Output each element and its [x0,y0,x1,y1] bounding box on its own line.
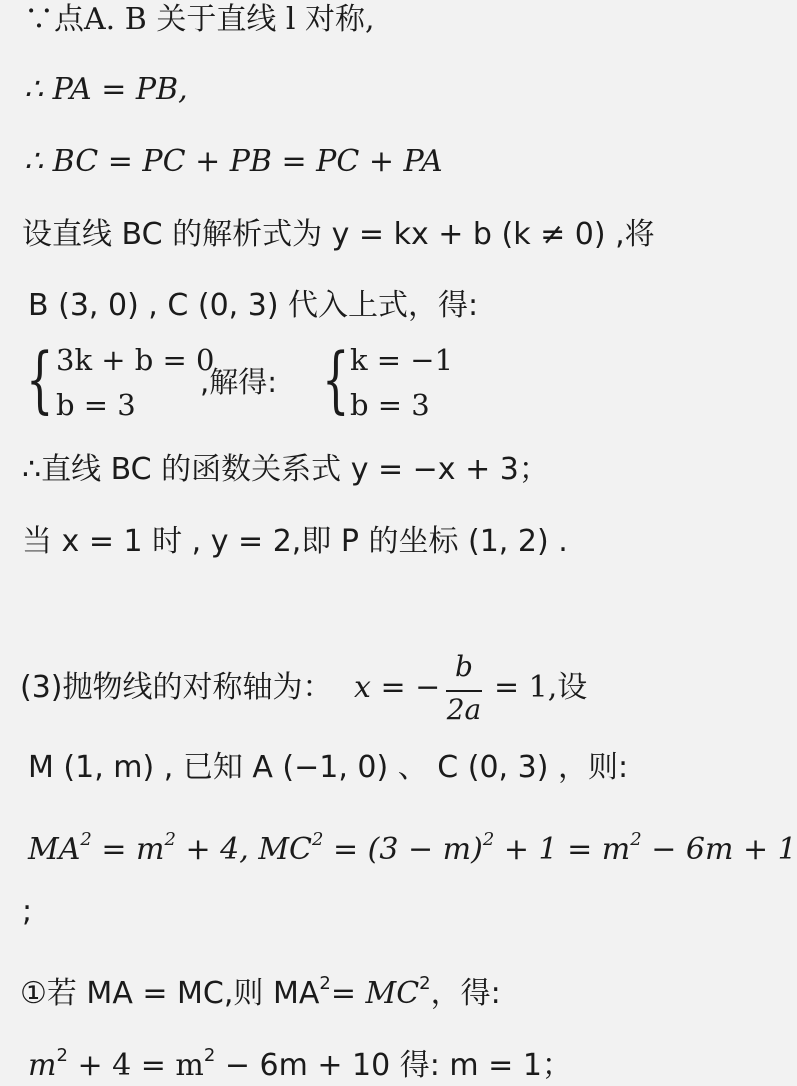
case-1-text-a: ①若 MA = MC,则 MA [20,976,320,1011]
final-line [28,1036,572,1086]
distance-formula [28,820,797,870]
text-line-4: 设直线 BC 的解析式为 y = kx + b (k ≠ 0) ,将 [22,217,655,252]
text-line-m: M (1, m) , 已知 A (−1, 0) 、 C (0, 3) ，则: [28,750,629,785]
case-1-exp-1: 2 [319,973,331,994]
formula-ma: MA [28,832,81,867]
semicolon-line: ; [22,894,33,929]
text-line-2: ∴ PA = PB, [24,72,188,107]
right-brace: { [322,337,350,421]
fraction-bar [446,690,482,692]
system-left-row-1: 3k + b = 0 [56,343,215,377]
text-line-1: ∵点A. B 关于直线 l 对称, [24,2,375,37]
exp-2: 2 [164,829,176,850]
system-right-row-2: b = 3 [350,388,430,422]
fraction-numerator: b [455,650,473,683]
left-brace: { [26,337,54,421]
text-line-5: B (3, 0) , C (0, 3) 代入上式，得: [28,288,479,323]
case-1-line [20,964,501,1014]
fraction-denominator: 2a [446,693,482,726]
exp-5: 2 [630,829,642,850]
exp-1: 2 [80,829,92,850]
case-1-exp-2: 2 [419,973,431,994]
case-1-text-c: ，得: [430,976,501,1011]
system-middle-text: ,解得: [200,365,277,399]
case-1-text-b: = MC [330,976,420,1011]
system-left-row-2: b = 3 [56,388,136,422]
text-line-3: ∴ BC = PC + PB = PC + PA [24,144,443,179]
final-m: m [28,1048,57,1083]
exp-3: 2 [312,829,324,850]
final-exp-1: 2 [56,1045,68,1066]
formula-eq2: + 4, MC [175,832,312,867]
formula-eq1: = m [91,832,165,867]
final-exp-2: 2 [203,1045,216,1066]
exp-4: 2 [482,829,495,850]
part3-heading: (3)抛物线的对称轴为： [20,670,333,705]
formula-eq4: + 1 = m [494,832,631,867]
formula-eq3: = (3 − m) [323,832,483,867]
system-right-row-1: k = −1 [350,343,454,377]
axis-formula-rhs: = 1,设 [494,670,588,705]
text-line-6: ∴直线 BC 的函数关系式 y = −x + 3； [22,452,549,487]
final-text-a: + 4 = m [67,1048,204,1083]
axis-formula-lhs: x = − [354,670,441,705]
text-line-7: 当 x = 1 时 , y = 2,即 P 的坐标 (1, 2) . [22,524,568,559]
formula-eq5: − 6m + 1 [641,832,797,867]
final-text-b: − 6m + 10 得: m = 1； [215,1048,572,1083]
